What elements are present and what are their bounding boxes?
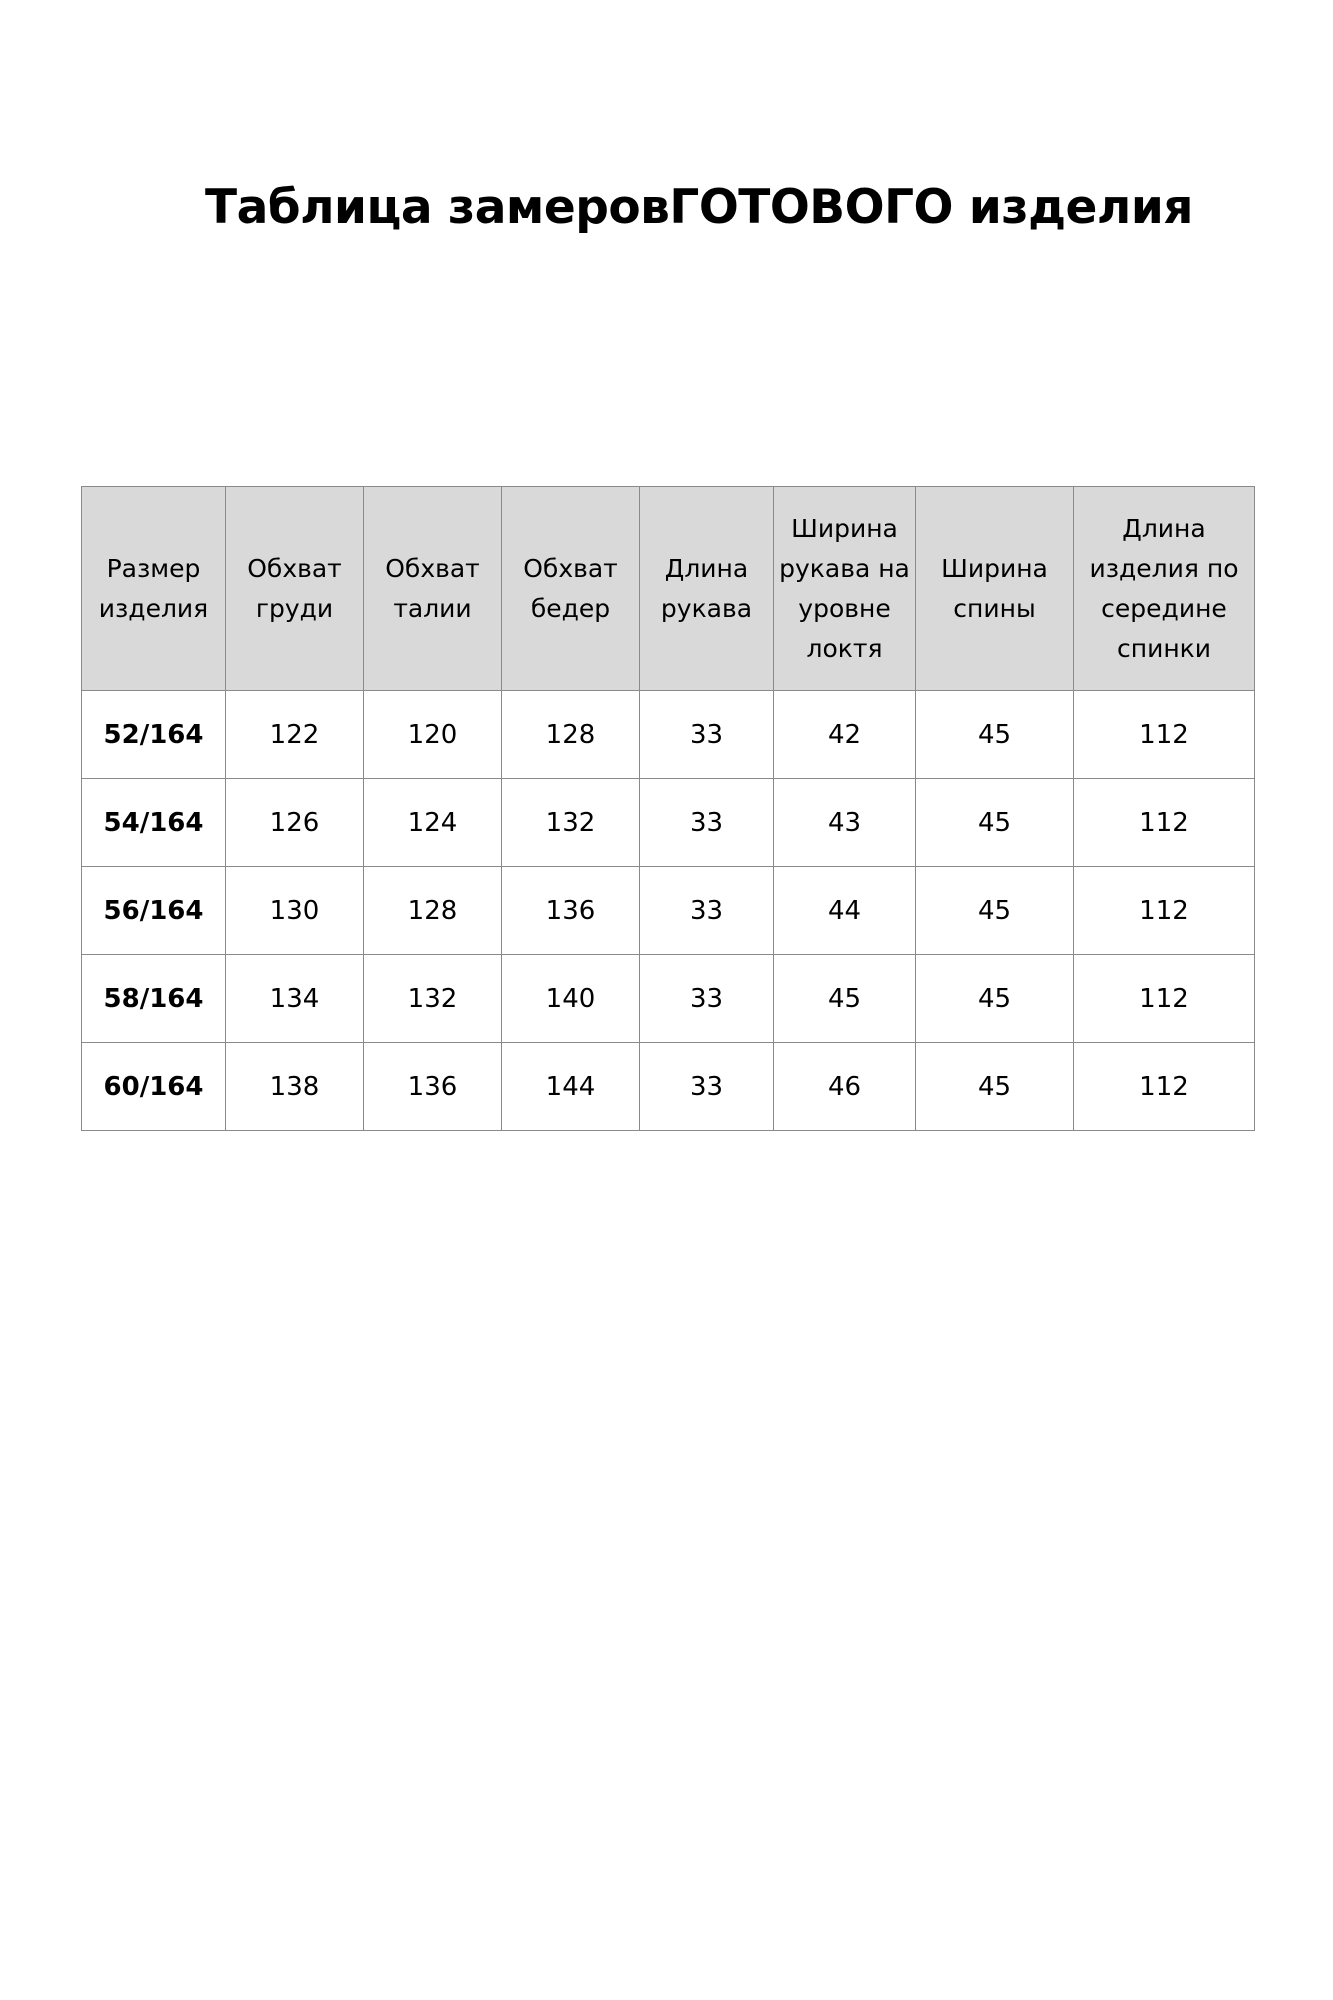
chest-cell: 126: [226, 779, 364, 867]
table-row: [82, 1043, 1255, 1131]
waist-cell: 124: [364, 779, 502, 867]
header-row: [82, 487, 1255, 691]
table-row: [82, 779, 1255, 867]
waist-cell: 136: [364, 1043, 502, 1131]
size-cell: 60/164: [82, 1043, 226, 1131]
header-length-mid-back: Длина изделия по середине спинки: [1074, 487, 1255, 691]
back-width-cell: 45: [916, 691, 1074, 779]
length-cell: 112: [1074, 867, 1255, 955]
header-waist: Обхват талии: [364, 487, 502, 691]
chest-cell: 138: [226, 1043, 364, 1131]
header-sleeve-length: Длина рукава: [640, 487, 774, 691]
sleeve-length-cell: 33: [640, 867, 774, 955]
header-sleeve-width-elbow: Ширина рукава на уровне локтя: [774, 487, 916, 691]
hips-cell: 132: [502, 779, 640, 867]
back-width-cell: 45: [916, 867, 1074, 955]
chest-cell: 134: [226, 955, 364, 1043]
waist-cell: 120: [364, 691, 502, 779]
hips-cell: 144: [502, 1043, 640, 1131]
sleeve-width-cell: 43: [774, 779, 916, 867]
size-table: [81, 486, 1255, 1131]
sleeve-width-cell: 42: [774, 691, 916, 779]
hips-cell: 136: [502, 867, 640, 955]
table-row: [82, 867, 1255, 955]
length-cell: 112: [1074, 1043, 1255, 1131]
sleeve-width-cell: 45: [774, 955, 916, 1043]
size-cell: 58/164: [82, 955, 226, 1043]
table-row: [82, 691, 1255, 779]
sleeve-length-cell: 33: [640, 691, 774, 779]
table-row: [82, 955, 1255, 1043]
sleeve-width-cell: 44: [774, 867, 916, 955]
length-cell: 112: [1074, 955, 1255, 1043]
hips-cell: 140: [502, 955, 640, 1043]
header-chest: Обхват груди: [226, 487, 364, 691]
sleeve-length-cell: 33: [640, 1043, 774, 1131]
header-back-width: Ширина спины: [916, 487, 1074, 691]
size-cell: 56/164: [82, 867, 226, 955]
page-title: Таблица замеровГОТОВОГО изделия: [205, 180, 1193, 235]
header-size: Размер изделия: [82, 487, 226, 691]
waist-cell: 132: [364, 955, 502, 1043]
header-hips: Обхват бедер: [502, 487, 640, 691]
size-cell: 52/164: [82, 691, 226, 779]
hips-cell: 128: [502, 691, 640, 779]
waist-cell: 128: [364, 867, 502, 955]
sleeve-length-cell: 33: [640, 779, 774, 867]
length-cell: 112: [1074, 779, 1255, 867]
chest-cell: 122: [226, 691, 364, 779]
size-cell: 54/164: [82, 779, 226, 867]
length-cell: 112: [1074, 691, 1255, 779]
back-width-cell: 45: [916, 1043, 1074, 1131]
sleeve-width-cell: 46: [774, 1043, 916, 1131]
chest-cell: 130: [226, 867, 364, 955]
sleeve-length-cell: 33: [640, 955, 774, 1043]
back-width-cell: 45: [916, 955, 1074, 1043]
back-width-cell: 45: [916, 779, 1074, 867]
